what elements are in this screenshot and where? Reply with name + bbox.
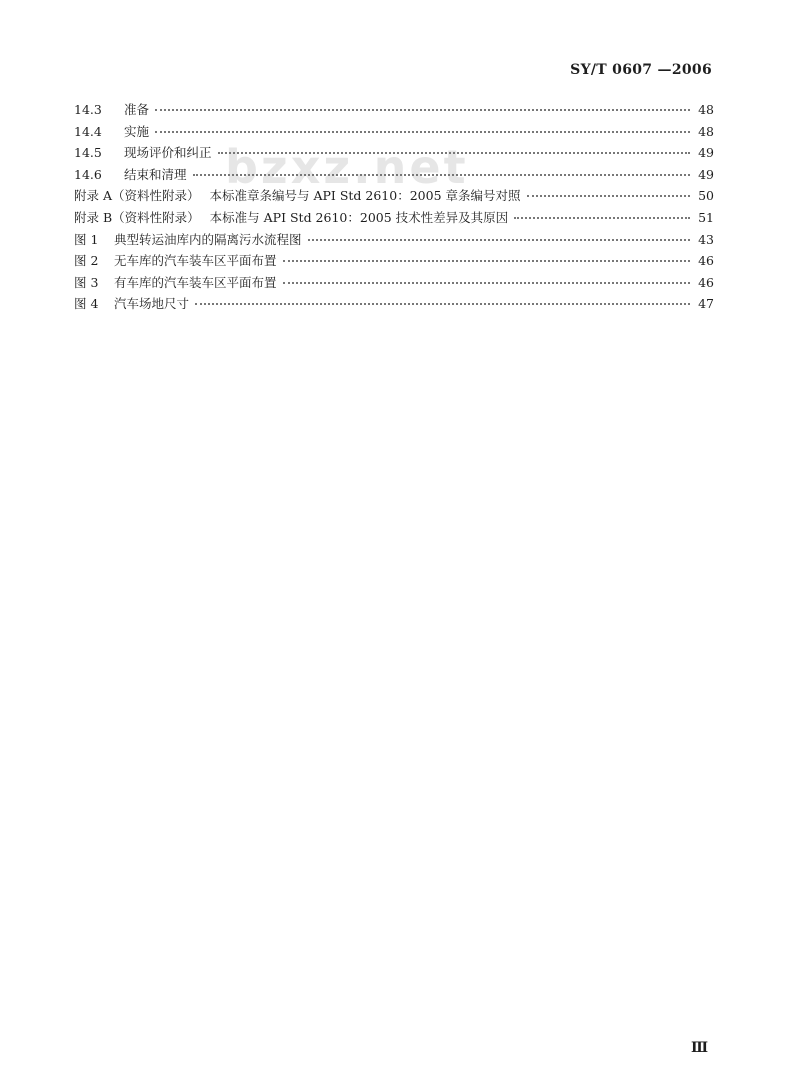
toc-entry-number: 图 4	[74, 296, 99, 312]
toc-entry[interactable]	[74, 100, 714, 122]
toc-entry-figure[interactable]	[74, 273, 714, 295]
toc-entry-page: 49	[698, 145, 714, 161]
toc-entry-title: 本标准章条编号与 API Std 2610：2005 章条编号对照	[209, 188, 521, 204]
toc-entry-number: 图 1	[74, 231, 99, 247]
table-of-contents	[74, 100, 714, 316]
toc-entry-title: 有车库的汽车装车区平面布置	[114, 274, 277, 290]
toc-entry-number: 14.6	[74, 166, 102, 182]
toc-entry-title: 本标准与 API Std 2610：2005 技术性差异及其原因	[209, 209, 509, 225]
toc-leader	[527, 195, 691, 197]
standard-code: SY/T 0607 —2006	[570, 62, 712, 78]
toc-entry-number: 14.3	[74, 102, 102, 117]
toc-entry-number: 14.5	[74, 145, 102, 161]
toc-entry[interactable]	[74, 165, 714, 187]
toc-leader	[218, 152, 690, 154]
toc-entry-page: 50	[698, 188, 714, 204]
toc-entry-page: 47	[698, 296, 714, 312]
toc-entry-title: 实施	[124, 123, 150, 139]
toc-entry-page: 43	[698, 231, 714, 247]
watermark: bzxz.net	[225, 140, 469, 194]
toc-leader	[514, 217, 690, 219]
toc-entry-title: 结束和清理	[124, 166, 187, 182]
toc-entry-page: 46	[698, 253, 714, 269]
page-number: Ⅲ	[690, 1040, 708, 1056]
toc-entry-number: 14.4	[74, 123, 102, 139]
toc-leader	[283, 260, 690, 262]
toc-entry-page: 51	[698, 209, 714, 225]
toc-entry-page: 48	[698, 123, 714, 139]
toc-leader	[193, 174, 690, 176]
toc-entry-figure[interactable]	[74, 230, 714, 252]
toc-entry-appendix[interactable]	[74, 186, 714, 208]
toc-entry-title: 准备	[124, 102, 150, 117]
toc-leader	[283, 282, 690, 284]
toc-leader	[195, 303, 690, 305]
toc-entry-page: 46	[698, 274, 714, 290]
toc-entry-figure[interactable]	[74, 251, 714, 273]
toc-entry-number: 附录 A（资料性附录）	[74, 188, 200, 204]
toc-entry[interactable]	[74, 143, 714, 165]
toc-entry-title: 无车库的汽车装车区平面布置	[114, 253, 277, 269]
toc-entry-page: 49	[698, 166, 714, 182]
toc-leader	[308, 239, 690, 241]
toc-leader	[155, 109, 690, 111]
toc-entry-page: 48	[698, 102, 714, 117]
toc-entry-appendix[interactable]	[74, 208, 714, 230]
toc-entry-figure[interactable]	[74, 294, 714, 316]
toc-entry-title: 汽车场地尺寸	[114, 296, 190, 312]
toc-leader	[155, 131, 690, 133]
toc-entry-title: 典型转运油库内的隔离污水流程图	[114, 231, 302, 247]
toc-entry-number: 图 3	[74, 274, 99, 290]
toc-entry-number: 图 2	[74, 253, 99, 269]
toc-entry-title: 现场评价和纠正	[124, 145, 212, 161]
toc-entry-number: 附录 B（资料性附录）	[74, 209, 200, 225]
toc-entry[interactable]	[74, 122, 714, 144]
